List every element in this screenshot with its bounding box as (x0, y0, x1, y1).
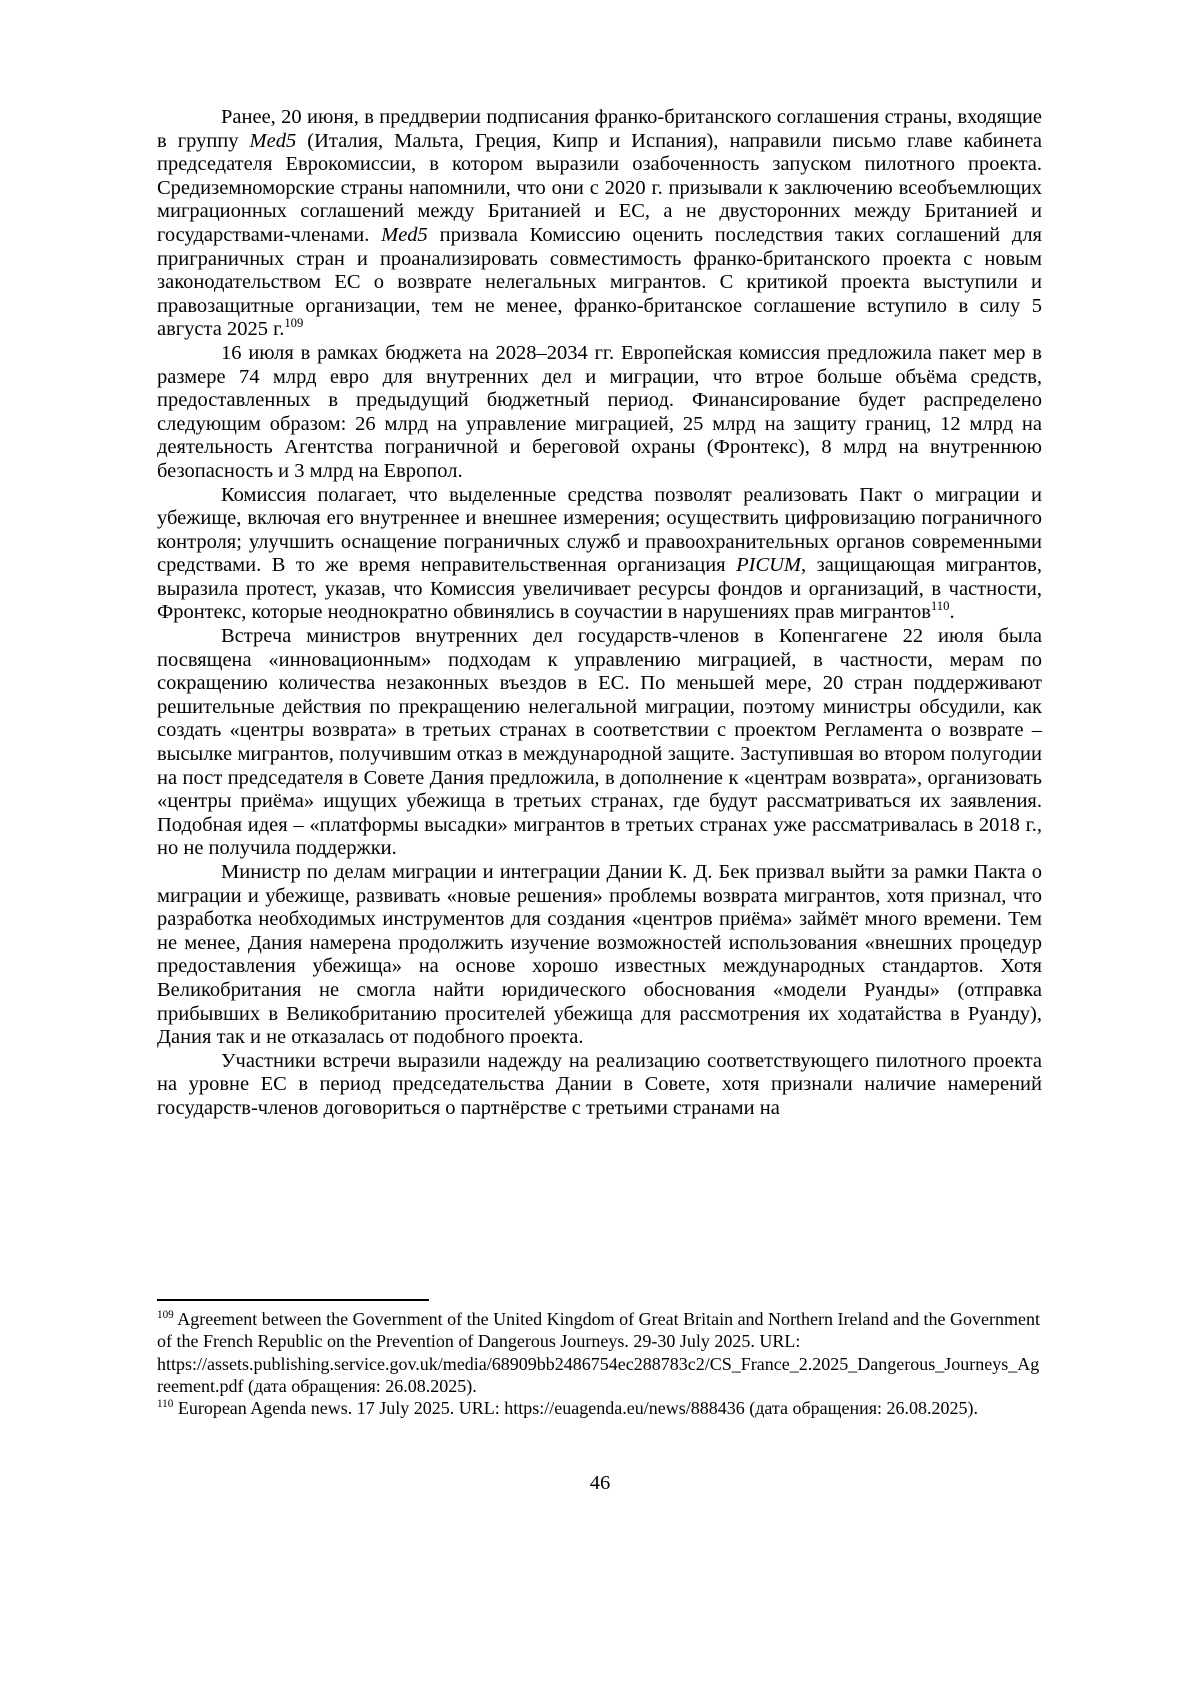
text-run: Med5 (381, 223, 428, 246)
paragraph (157, 625, 1042, 861)
footnote-marker: 109 (157, 1309, 174, 1321)
page-number: 46 (589, 1472, 611, 1494)
text-run: (Италия, Мальта, Греция, Кипр и Испания), направили письмо главе кабинета председателя Еврокомиссии, в котором выразили озабоченность запуском пилотного проекта. Средиземноморские страны напомнили, что они с 2020 г. призывали к заключению всеобъемлющих миграционных соглашений между Британией и ЕС, а не двусторонних между Британией и государствами-членами. (157, 129, 1042, 246)
footnote-text: European Agenda news. 17 July 2025. URL: https://euagenda.eu/news/888436 (дата обращения: 26.08.2025). (173, 1398, 979, 1419)
text-run: Встреча министров внутренних дел государств-членов в Копенгагене 22 июля была посвящена «инновационным» подходам к управлению миграцией, в частности, мерам по сокращению количества незаконных въездов в ЕС. По меньшей мере, 20 стран поддерживают решительные действия по прекращению нелегальной миграции, поэтому министры обсудили, как создать «центры возврата» в третьих странах в соответствии с проектом Регламента о возврате – высылке мигрантов, получившим отказ в международной защите. Заступившая во втором полугодии на пост председателя в Совете Дания предложила, в дополнение к «центрам возврата», организовать «центры приёма» ищущих убежища в третьих странах, где будут рассматриваться их заявления. Подобная идея – «платформы высадки» мигрантов в третьих странах уже рассматривалась в 2018 г., но не получила поддержки. (157, 625, 1042, 860)
paragraph (157, 861, 1042, 1050)
text-run: Министр по делам миграции и интеграции Дании К. Д. Бек призвал выйти за рамки Пакта о миграции и убежище, развивать «новые решения» проблемы возврата мигрантов, хотя признал, что разработка необходимых инструментов для создания «центров приёма» займёт много времени. Тем не менее, Дания намерена продолжить изучение возможностей использования «внешних процедур предоставления убежища» на основе хорошо известных международных стандартов. Хотя Великобритания не смогла найти юридического обоснования «модели Руанды» (отправка прибывших в Великобританию просителей убежища для рассмотрения их ходатайства в Руанду), Дания так и не отказалась от подобного проекта. (157, 861, 1042, 1049)
paragraph (157, 484, 1042, 626)
text-run: призвала Комиссию оценить последствия таких соглашений для приграничных стран и проанализировать совместимость франко-британского проекта с новым законодательством ЕС о возврате нелегальных мигрантов. С критикой проекта выступили и правозащитные организации, тем не менее, франко-британское соглашение вступило в силу 5 августа 2025 г. (157, 223, 1042, 341)
footnote (157, 1397, 1042, 1419)
text-run: 16 июля в рамках бюджета на 2028–2034 гг. Европейская комиссия предложила пакет мер в размере 74 млрд евро для внутренних дел и миграции, что втрое больше объёма средств, предоставленных в предыдущий бюджетный период. Финансирование будет распределено следующим образом: 26 млрд на управление миграцией, 25 млрд на защиту границ, 12 млрд на деятельность Агентства пограничной и береговой охраны (Фронтекс), 8 млрд на внутреннюю безопасность и 3 млрд на Европол. (157, 341, 1042, 482)
text-run: . (949, 601, 955, 624)
footnote-text: Agreement between the Government of the United Kingdom of Great Britain and Northern Ireland and the Government of the French Republic on the Prevention of Dangerous Journeys. 29-30 July 2025. URL: https://assets.publishing.service.gov.uk/media/68909bb2486754ec288783c2/CS_France_2.2025_Dangerous_Journeys_Agreement.pdf (дата обращения: 26.08.2025). (157, 1309, 1040, 1396)
footnote-ref: 109 (284, 316, 304, 331)
footnote (157, 1308, 1042, 1397)
document-body (157, 106, 1042, 1121)
text-run: Med5 (249, 129, 297, 152)
text-run: , защищающая мигрантов, выразила протест, указав, что Комиссия увеличивает ресурсы фондов и организаций, в частности, Фронтекс, которые неоднократно обвинялись в соучастии в нарушениях прав мигрантов (157, 554, 1042, 624)
footnotes-section (157, 1299, 1042, 1419)
text-run: PICUM (736, 554, 801, 577)
paragraphs (157, 106, 1042, 1121)
paragraph (157, 342, 1042, 484)
text-run: Комиссия полагает, что выделенные средства позволят реализовать Пакт о миграции и убежище, включая его внутреннее и внешнее измерения; осуществить цифровизацию пограничного контроля; улучшить оснащение пограничных служб и правоохранительных органов современными средствами. В то же время неправительственная организация (157, 483, 1042, 577)
text-run: Участники встречи выразили надежду на реализацию соответствующего пилотного проекта на уровне ЕС в период председательства Дании в Совете, хотя признали наличие намерений государств-членов договориться о партнёрстве с третьими странами на (157, 1049, 1042, 1119)
footnote-separator (157, 1299, 429, 1301)
footnote-list (157, 1308, 1042, 1419)
footnote-ref: 110 (930, 599, 950, 614)
text-run: Ранее, 20 июня, в преддверии подписания франко-британского соглашения страны, входящие в группу (157, 106, 1042, 152)
footnote-marker: 110 (157, 1398, 174, 1411)
paragraph (157, 106, 1042, 342)
paragraph (157, 1050, 1042, 1121)
